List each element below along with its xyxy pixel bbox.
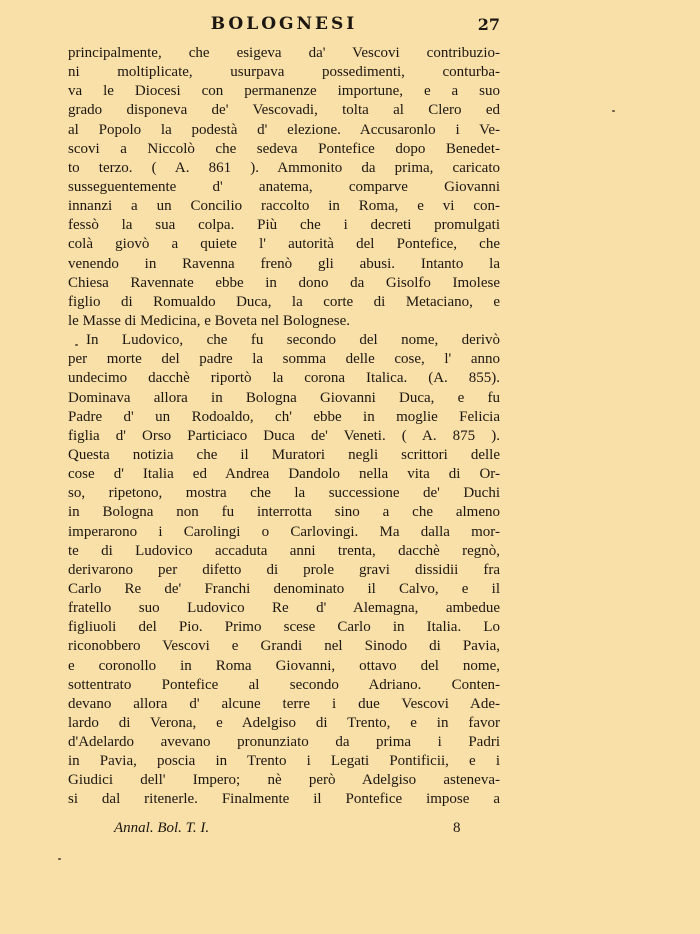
signature-mark: Annal. Bol. T. I. [114,820,210,836]
text-line: riconobbero Vescovi e Grandi nel Sinodo di Pavia, [68,638,500,655]
text-line: Chiesa Ravennate ebbe in dono da Gisolfo Imolese [68,274,500,291]
text-line: scovi a Niccolò che sedeva Pontefice dopo Benedet- [68,140,500,157]
text-line: lardo di Verona, e Adelgiso di Trento, e in favor [68,714,500,731]
text-line: e coronollo in Roma Giovanni, ottavo del nome, [68,657,500,674]
text-line: d'Adelardo avevano pronunziato da prima i Padri [68,734,500,751]
page-number: 27 [477,15,500,34]
text-line: devano allora d' alcune terre i due Vescovi Ade- [68,695,500,712]
text-line: figlia d' Orso Particiaco Duca de' Veneti. ( A. 875 ). [68,427,500,444]
text-line: fessò la sua colpa. Più che i decreti promulgati [68,217,500,234]
text-line: cose d' Italia ed Andrea Dandolo nella vita di Or- [68,466,500,483]
paragraph-1 [68,44,500,331]
text-line: principalmente, che esigeva da' Vescovi contribuzio- [68,45,500,61]
text-line: in Bologna non fu interrotta sino a che almeno [68,504,500,521]
text-line: in Pavia, poscia in Trento i Legati Pontificii, e i [68,753,500,770]
text-line: derivarono per difetto di prole gravi dissidii fra [68,561,500,578]
page-footer [68,820,500,840]
text-line: Carlo Re de' Franchi denominato il Calvo, e il [68,580,500,597]
running-head [68,14,500,36]
text-line: innanzi a un Concilio raccolto in Roma, e vi con- [68,198,500,215]
paper-speck [58,858,61,860]
text-line: grado disponeva de' Vescovadi, tolta al Clero ed [68,102,500,119]
body-text [68,44,500,810]
text-line: so, ripetono, mostra che la successione de' Duchi [68,485,500,502]
text-line: le Masse di Medicina, e Boveta nel Bolognese. [68,312,351,329]
text-line: fratello suo Ludovico Re d' Alemagna, ambedue [68,600,500,617]
text-line: Giudici dell' Impero; nè però Adelgiso asteneva- [68,772,500,789]
text-line: ni moltiplicate, usurpava possedimenti, conturba- [68,64,500,81]
text-line: va le Diocesi con permanenze importune, e a suo [68,83,500,100]
text-line: Questa notizia che il Muratori negli scrittori delle [68,446,500,463]
running-title: BOLOGNESI [210,14,358,34]
text-line: to terzo. ( A. 861 ). Ammonito da prima, caricato [68,159,500,176]
text-line: per morte del padre la somma delle cose, l' anno [68,351,500,368]
text-line: In Ludovico, che fu secondo del nome, derivò [86,332,500,349]
text-line: Padre d' un Rodoaldo, ch' ebbe in moglie Felicia [68,408,500,425]
paper-speck [612,110,615,112]
text-line: figliuoli del Pio. Primo scese Carlo in Italia. Lo [68,619,500,636]
text-line: al Popolo la podestà d' elezione. Accusaronlo i Ve- [68,121,500,138]
signature-number: 8 [453,820,461,836]
text-line: si dal ritenerle. Finalmente il Pontefice impose a [68,791,500,808]
text-line: susseguentemente d' anatema, comparve Giovanni [68,178,500,195]
text-line: imperarono i Carolingi o Carlovingi. Ma dalla mor- [68,523,500,540]
text-line: figlio di Romualdo Duca, la corte di Metaciano, e [68,293,500,310]
text-line: Dominava allora in Bologna Giovanni Duca, e fu [68,389,500,406]
paper-speck [75,344,78,346]
text-line: colà giovò a quiete l' autorità del Pontefice, che [68,236,500,253]
text-line: te di Ludovico accaduta anni trenta, dacchè regnò, [68,542,500,559]
paragraph-2 [68,331,500,810]
text-line: sottentrato Pontefice al secondo Adriano. Conten- [68,676,500,693]
text-line: undecimo dacchè riportò la corona Italica. (A. 855). [68,370,500,387]
text-line: venendo in Ravenna frenò gli abusi. Intanto la [68,255,500,272]
